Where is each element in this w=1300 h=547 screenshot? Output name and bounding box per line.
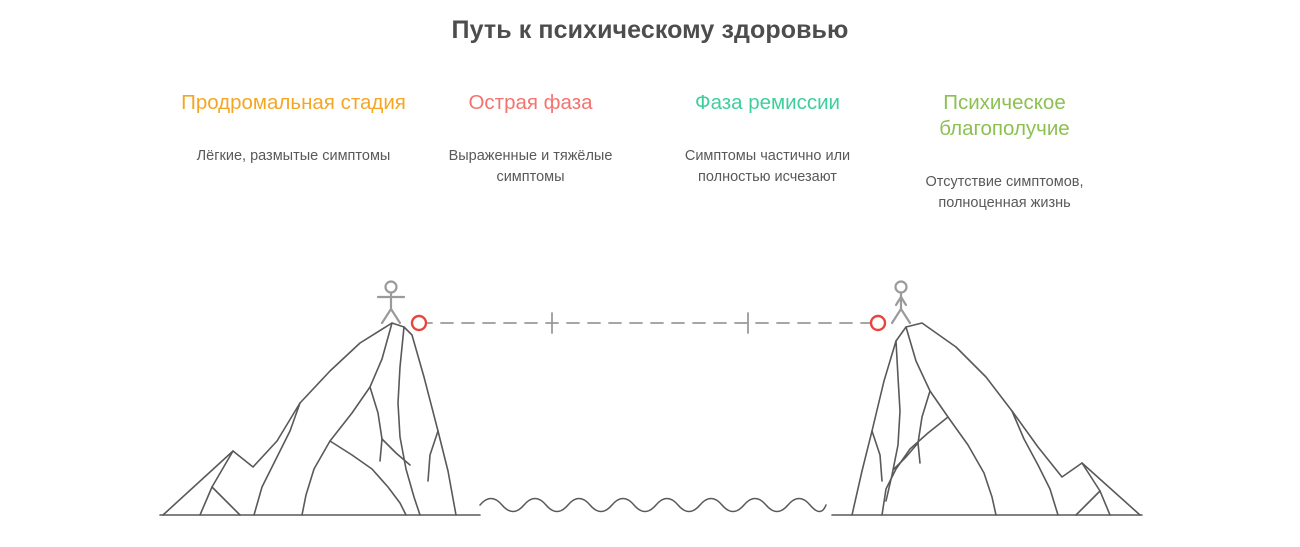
stage-description: Отсутствие симптомов, полноценная жизнь bbox=[925, 174, 1084, 211]
stage-label: Продромальная стадия bbox=[181, 91, 406, 114]
stage-description: Лёгкие, размытые симптомы bbox=[196, 148, 391, 164]
left-mountain bbox=[163, 323, 456, 515]
start-anchor-point[interactable] bbox=[412, 316, 426, 330]
stage-item-acute bbox=[412, 90, 649, 188]
stage-item-prodromal bbox=[175, 90, 412, 167]
left-climber-figure bbox=[378, 282, 404, 324]
stage-label: Фаза ремиссии bbox=[694, 91, 840, 114]
stage-item-remission bbox=[649, 90, 886, 188]
stage-label: Острая фаза bbox=[468, 91, 593, 114]
page-title: Путь к психическому здоровью bbox=[451, 16, 849, 44]
right-mountain bbox=[852, 323, 1140, 515]
right-climber-figure bbox=[892, 282, 910, 324]
stage-list bbox=[175, 90, 1125, 214]
stage-label: Психическое благополучие bbox=[939, 91, 1070, 140]
water-waves bbox=[480, 499, 826, 512]
mountain-scene bbox=[0, 255, 1300, 547]
stage-item-wellbeing bbox=[886, 90, 1123, 214]
stage-description: Выраженные и тяжёлые симптомы bbox=[448, 148, 613, 185]
stage-description: Симптомы частично или полностью исчезают bbox=[684, 148, 851, 185]
end-anchor-point[interactable] bbox=[871, 316, 885, 330]
